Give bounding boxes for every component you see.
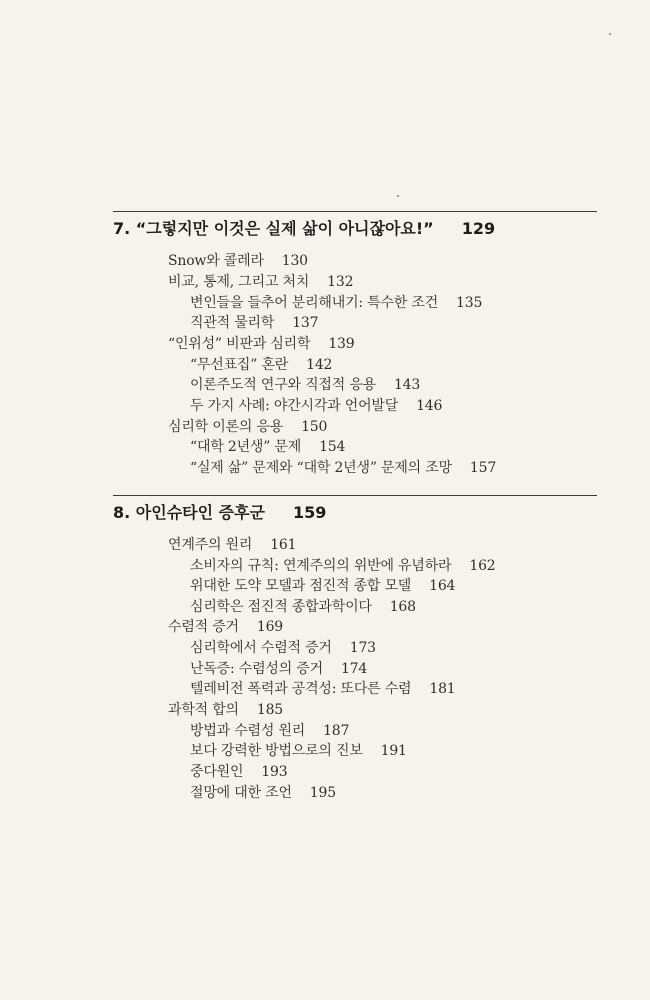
entry-page: 185 xyxy=(256,702,283,718)
entry-title: 심리학은 점진적 종합과학이다 xyxy=(190,599,372,615)
chapter-7-heading xyxy=(113,216,495,239)
toc-entry xyxy=(190,555,495,575)
entry-page: 139 xyxy=(328,336,355,352)
entry-page: 195 xyxy=(309,785,336,801)
chapter-page-number: 159 xyxy=(293,503,327,522)
toc-entry xyxy=(190,678,456,698)
toc-entry xyxy=(168,534,296,554)
entry-page: 162 xyxy=(469,558,496,574)
entry-page: 132 xyxy=(327,274,354,290)
speck xyxy=(609,33,611,35)
toc-entry xyxy=(190,761,287,781)
entry-page: 130 xyxy=(281,253,308,269)
entry-title: 변인들을 들추어 분리해내기: 특수한 조건 xyxy=(190,295,439,311)
toc-entry xyxy=(168,250,308,270)
toc-entry xyxy=(190,374,420,394)
entry-page: 154 xyxy=(319,439,346,455)
toc-entry xyxy=(168,616,283,636)
entry-page: 187 xyxy=(323,723,350,739)
entry-page: 150 xyxy=(301,419,328,435)
chapter-title: 8. 아인슈타인 증후군 xyxy=(113,503,265,522)
chapter-page-number: 129 xyxy=(461,219,496,238)
entry-page: 164 xyxy=(429,578,456,594)
entry-page: 135 xyxy=(456,295,483,311)
entry-page: 157 xyxy=(469,460,497,476)
entry-title: 직관적 물리학 xyxy=(190,315,275,331)
chapter-title: 7. “그렇지만 이것은 실제 삶이 아니잖아요!” xyxy=(113,219,434,238)
entry-page: 161 xyxy=(270,537,297,553)
entry-page: 173 xyxy=(349,640,376,656)
toc-entry xyxy=(190,740,407,760)
entry-page: 143 xyxy=(393,377,421,393)
entry-page: 137 xyxy=(292,315,319,331)
chapter-8-heading xyxy=(113,500,326,523)
entry-title: “인위성” 비판과 심리학 xyxy=(168,336,311,352)
entry-title: 비교, 통제, 그리고 처치 xyxy=(168,274,310,290)
entry-title: 연계주의 원리 xyxy=(168,537,253,553)
toc-entry xyxy=(190,720,349,740)
entry-title: “실제 삶” 문제와 “대학 2년생” 문제의 조망 xyxy=(190,460,452,476)
toc-entry xyxy=(190,596,416,616)
entry-title: 보다 강력한 방법으로의 진보 xyxy=(190,743,363,759)
toc-entry xyxy=(190,395,442,415)
toc-entry xyxy=(168,271,353,291)
toc-entry xyxy=(190,637,376,657)
toc-entry xyxy=(190,436,345,456)
entry-title: 이론주도적 연구와 직접적 응용 xyxy=(190,377,376,393)
entry-title: 수렴적 증거 xyxy=(168,619,239,635)
chapter-7-rule xyxy=(113,211,597,212)
entry-title: 방법과 수렴성 원리 xyxy=(190,723,306,739)
entry-page: 169 xyxy=(256,619,283,635)
toc-entry xyxy=(190,575,455,595)
entry-title: 과학적 합의 xyxy=(168,702,239,718)
entry-title: 텔레비전 폭력과 공격성: 또다른 수렴 xyxy=(190,681,412,697)
entry-page: 168 xyxy=(389,599,416,615)
entry-page: 174 xyxy=(340,661,368,677)
entry-title: “대학 2년생” 문제 xyxy=(190,439,302,455)
toc-entry xyxy=(168,333,354,353)
entry-title: 심리학 이론의 응용 xyxy=(168,419,284,435)
toc-entry xyxy=(190,658,367,678)
toc-entry xyxy=(190,782,336,802)
chapter-8-rule xyxy=(113,495,597,496)
entry-title: 소비자의 규칙: 연계주의의 위반에 유념하라 xyxy=(190,558,452,574)
entry-title: 절망에 대한 조언 xyxy=(190,785,292,801)
entry-page: 193 xyxy=(261,764,288,780)
entry-page: 146 xyxy=(416,398,443,414)
toc-entry xyxy=(190,354,332,374)
toc-entry xyxy=(190,292,482,312)
speck xyxy=(397,195,399,197)
entry-page: 181 xyxy=(429,681,456,697)
entry-title: 난독증: 수렴성의 증거 xyxy=(190,661,323,677)
entry-page: 191 xyxy=(380,743,407,759)
entry-title: 두 가지 사례: 야간시각과 언어발달 xyxy=(190,398,399,414)
toc-entry xyxy=(168,699,283,719)
entry-title: 위대한 도약 모델과 점진적 종합 모델 xyxy=(190,578,412,594)
entry-title: 중다원인 xyxy=(190,764,244,780)
entry-title: “무선표집” 혼란 xyxy=(190,357,289,373)
toc-entry xyxy=(168,416,327,436)
entry-title: Snow와 콜레라 xyxy=(168,253,264,269)
entry-title: 심리학에서 수렴적 증거 xyxy=(190,640,332,656)
entry-page: 142 xyxy=(306,357,333,373)
toc-entry xyxy=(190,312,318,332)
toc-entry xyxy=(190,457,496,477)
